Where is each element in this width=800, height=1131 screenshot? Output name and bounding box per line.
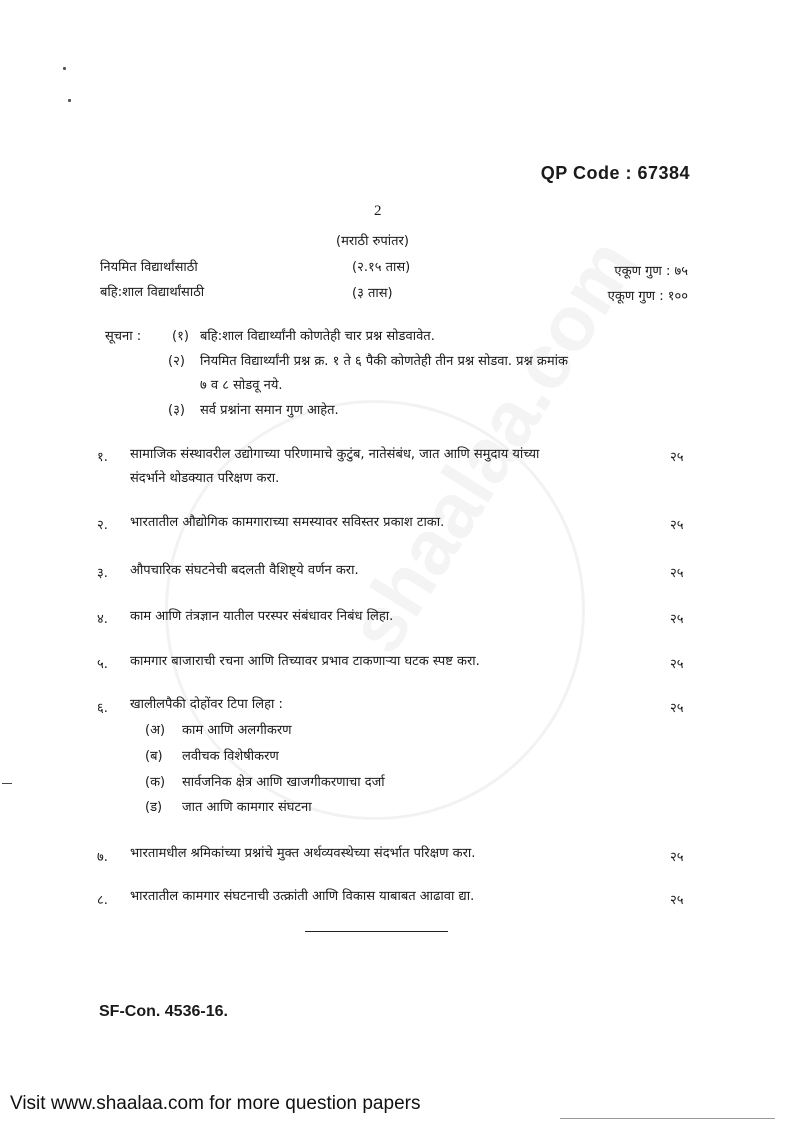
question-marks: २५ bbox=[670, 701, 684, 716]
translation-subtitle: (मराठी रुपांतर) bbox=[336, 234, 409, 249]
end-rule bbox=[305, 931, 448, 932]
question-text: सामाजिक संस्थावरील उद्योगाच्या परिणामाचे कुटुंब, नातेसंबंध, जात आणि समुदाय यांच्या bbox=[130, 447, 540, 462]
question-text-continued: संदर्भाने थोडक्यात परिक्षण करा. bbox=[130, 471, 280, 486]
visit-link-text[interactable]: Visit www.shaalaa.com for more question papers bbox=[10, 1093, 421, 1114]
question-text: औपचारिक संघटनेची बदलती वैशिष्ट्ये वर्णन करा. bbox=[130, 563, 359, 578]
question-marks: २५ bbox=[670, 657, 684, 672]
regular-students-label: नियमित विद्यार्थांसाठी bbox=[100, 260, 198, 275]
instruction-text: बहि:शाल विद्यार्थ्यांनी कोणतेही चार प्रश्न सोडवावेत. bbox=[200, 329, 435, 344]
option-text: लवीचक विशेषीकरण bbox=[182, 749, 279, 764]
instruction-number: (१) bbox=[172, 329, 189, 344]
question-marks: २५ bbox=[670, 850, 684, 865]
regular-total-marks: एकूण गुण : ७५ bbox=[614, 264, 688, 279]
question-number: ३. bbox=[97, 566, 108, 581]
option-label: (ब) bbox=[145, 749, 163, 764]
question-number: १. bbox=[97, 450, 108, 465]
question-text: भारतामधील श्रमिकांच्या प्रश्नांचे मुक्त अर्थव्यवस्थेच्या संदर्भात परिक्षण करा. bbox=[130, 846, 476, 861]
scan-bottom-line bbox=[560, 1118, 775, 1119]
external-time: (३ तास) bbox=[352, 286, 393, 301]
question-number: ६. bbox=[97, 701, 108, 716]
question-text: काम आणि तंत्रज्ञान यातील परस्पर संबंधावर निबंध लिहा. bbox=[130, 609, 394, 624]
question-text: कामगार बाजाराची रचना आणि तिच्यावर प्रभाव टाकणाऱ्या घटक स्पष्ट करा. bbox=[130, 654, 480, 669]
question-marks: २५ bbox=[670, 893, 684, 908]
instruction-text-continued: ७ व ८ सोडवू नये. bbox=[200, 378, 283, 393]
question-number: ५. bbox=[97, 657, 108, 672]
instruction-number: (३) bbox=[168, 403, 185, 418]
option-label: (अ) bbox=[145, 723, 166, 738]
option-label: (ड) bbox=[145, 800, 163, 815]
question-marks: २५ bbox=[670, 518, 684, 533]
external-total-marks: एकूण गुण : १०० bbox=[607, 289, 688, 304]
qp-code: QP Code : 67384 bbox=[540, 163, 690, 183]
question-number: २. bbox=[97, 518, 108, 533]
question-number: ८. bbox=[97, 893, 108, 908]
scan-speck bbox=[63, 67, 66, 70]
option-label: (क) bbox=[145, 775, 166, 790]
question-text: भारतातील औद्योगिक कामगाराच्या समस्यावर सविस्तर प्रकाश टाका. bbox=[130, 515, 445, 530]
question-marks: २५ bbox=[670, 566, 684, 581]
instruction-text: सर्व प्रश्नांना समान गुण आहेत. bbox=[200, 403, 339, 418]
question-number: ७. bbox=[97, 850, 108, 865]
page-number: 2 bbox=[374, 203, 382, 219]
regular-time: (२.१५ तास) bbox=[352, 260, 411, 275]
question-number: ४. bbox=[97, 612, 108, 627]
instructions-heading: सूचना : bbox=[105, 329, 142, 344]
scan-speck bbox=[68, 99, 71, 102]
question-marks: २५ bbox=[670, 612, 684, 627]
scan-mark bbox=[2, 783, 12, 784]
instruction-text: नियमित विद्यार्थ्यांनी प्रश्न क्र. १ ते ६ पैकी कोणतेही तीन प्रश्न सोडवा. प्रश्न क्रमांक bbox=[200, 354, 568, 369]
question-marks: २५ bbox=[670, 450, 684, 465]
external-students-label: बहि:शाल विद्यार्थांसाठी bbox=[100, 285, 205, 300]
instruction-number: (२) bbox=[168, 354, 185, 369]
option-text: सार्वजनिक क्षेत्र आणि खाजगीकरणाचा दर्जा bbox=[182, 775, 385, 790]
option-text: जात आणि कामगार संघटना bbox=[182, 800, 312, 815]
option-text: काम आणि अलगीकरण bbox=[182, 723, 292, 738]
question-text: भारतातील कामगार संघटनाची उत्क्रांती आणि विकास याबाबत आढावा द्या. bbox=[130, 889, 475, 904]
question-text: खालीलपैकी दोहोंवर टिपा लिहा : bbox=[130, 697, 283, 712]
footer-code: SF-Con. 4536-16. bbox=[99, 1003, 228, 1020]
